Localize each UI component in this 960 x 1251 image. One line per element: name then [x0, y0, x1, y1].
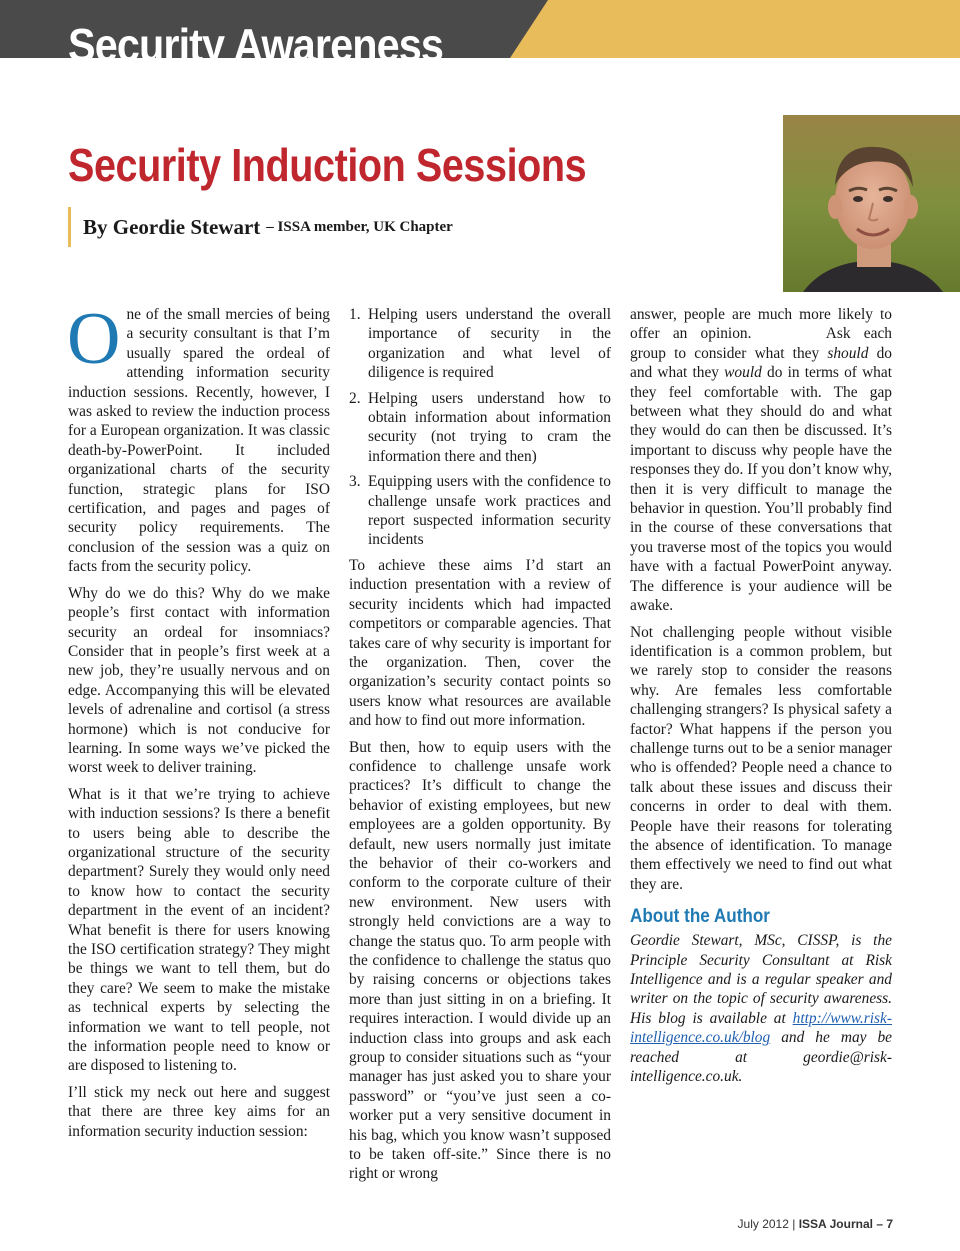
article-title: Security Induction Sessions	[68, 139, 587, 191]
body-paragraph: What is it that we’re trying to achieve with induction sessions? Is there a benefit to users being able to describe the organizational structure of the security department? Surely they would only need to know how to contact the security department in the event of an incident? What benefit is there for users knowing the ISO certification strategy? They might be things we want to tell them, but do they care? We seem to make the mistake as technical experts by selecting the information we want to tell people, not the information people need to know or are disposed to listening to.	[68, 785, 330, 1075]
body-paragraph: Not challenging people without visible identification is a common problem, but we rarely stop to consider the reasons why. Are females less comfortable challenging strangers? Is physical safety a factor? What happens if the person you challenge turns out to be a senior manager who is offended? People need a chance to talk about these issues and discuss their concerns in order to deal with them. People have their reasons for tolerating the absence of identification. To manage them effectively we need to find out what they are.	[630, 623, 892, 893]
footer-page-number: – 7	[876, 1217, 893, 1231]
drop-cap: O	[67, 298, 121, 380]
paragraph-text: do and what they	[630, 344, 892, 382]
article-column-3	[630, 305, 892, 1086]
about-author-heading: About the Author	[630, 906, 770, 928]
list-text: Equipping users with the confidence to challenge unsafe work practices and report suspected information security incidents	[368, 473, 611, 549]
footer-journal: ISSA Journal	[798, 1217, 873, 1231]
body-paragraph: But then, how to equip users with the confidence to challenge unsafe work practices? It’s difficult to change the behavior of existing employees, but new employees are a golden opportunity. By default, new users normally just imitate the behavior of their co-workers and conform to the corporate culture of their new environment. New users with strongly held convictions are a way to change the status quo. To arm people with the confidence to challenge the status quo by raising concerns or objections takes more than just sitting in on a briefing. It requires interaction. I would divide up an induction class into groups and ask each group to consider situations such as “your manager has just asked you to share your password” or “you’ve just seen a co-worker put a very sensitive document in his bag, which you know wasn’t supposed to be taken off-site.” Since there is no right or wrong	[349, 738, 611, 1183]
author-photo	[783, 115, 960, 292]
body-paragraph: I’ll stick my neck out here and suggest that there are three key aims for an information security induction session:	[68, 1083, 330, 1140]
section-title: Security Awareness	[68, 19, 444, 71]
about-author-text	[630, 931, 892, 1086]
footer-date: July 2012	[737, 1217, 789, 1231]
blog-link[interactable]: http://www.risk-intelligence.co.uk/blog	[630, 1009, 892, 1047]
body-paragraph	[630, 305, 892, 616]
byline-author: By Geordie Stewart	[83, 214, 261, 239]
list-text: Helping users understand how to obtain information about information security (not trying to cram the information there and then)	[368, 389, 611, 465]
about-text: Geordie Stewart, MSc, CISSP, is the Principle Security Consultant at Risk Intelligence and is a regular speaker and writer on the topic of security awareness. His blog is available at	[630, 932, 892, 1027]
paragraph-text: ne of the small mercies of being a security consultant is that I’m usually spared the ordeal of attending information security induction sessions. Recently, however, I was asked to review the induction process for a European organization. It was classic death-by-PowerPoint. It included organizational charts of the security function, strategic plans for ISO certification, and pages and pages of security policy requirements. The conclusion of the session was a quiz on facts from the security policy.	[68, 306, 330, 576]
list-number: 3.	[349, 473, 361, 491]
list-item	[349, 472, 611, 550]
paragraph-text: Ask each group to consider what they	[630, 325, 892, 362]
list-number: 2.	[349, 389, 361, 407]
intro-paragraph	[67, 298, 330, 577]
body-paragraph: Why do we do this? Why do we make people’s first contact with information security an ordeal for insomniacs? Consider that in people’s first week at a new job, they’re usually nervous and on edge. Accompanying this will be elevated levels of adrenaline and cortisol (a stress hormone) which is not conducive for learning. In some ways we’ve picked the worst week to deliver training.	[68, 584, 330, 777]
paragraph-text: do in terms of what they feel comfortable with. The gap between what they should do and what they would do can then be discussed. It’s important to discuss why people have the responses they do. If you don’t know why, then it is very difficult to manage the behavior in question. You’ll probably find in the course of these conversations that you traverse most of the topics you would have with a factual PowerPoint anyway. The difference is your audience will be awake.	[630, 364, 892, 615]
article-column-1	[67, 298, 330, 1148]
list-number: 1.	[349, 306, 361, 323]
emphasis-text: should	[827, 344, 869, 362]
article-column-2	[349, 305, 611, 1191]
list-text: Helping users understand the overall importance of security in the organization and what level of diligence is required	[368, 306, 611, 382]
author-portrait-image	[783, 115, 960, 292]
body-paragraph: To achieve these aims I’d start an induction presentation with a review of security incidents which had impacted competitors or comparable agencies. That takes care of why security is important for the organization. Then, cover the organization’s security contact points so users know what resources are available and how to find out more information.	[349, 556, 611, 730]
list-item	[349, 305, 611, 383]
byline-affiliation: – ISSA member, UK Chapter	[266, 218, 453, 235]
emphasis-text: would	[724, 364, 762, 382]
paragraph-text: answer, people are much more likely to offer an opinion.	[630, 306, 892, 343]
about-author-section	[630, 931, 892, 1086]
list-item	[349, 389, 611, 467]
about-text: and he may be reached at geordie@risk-intelligence.co.uk.	[630, 1029, 892, 1086]
page-footer	[738, 1217, 893, 1231]
footer-separator: |	[792, 1217, 796, 1231]
key-aims-list	[349, 305, 611, 550]
byline	[68, 207, 453, 247]
